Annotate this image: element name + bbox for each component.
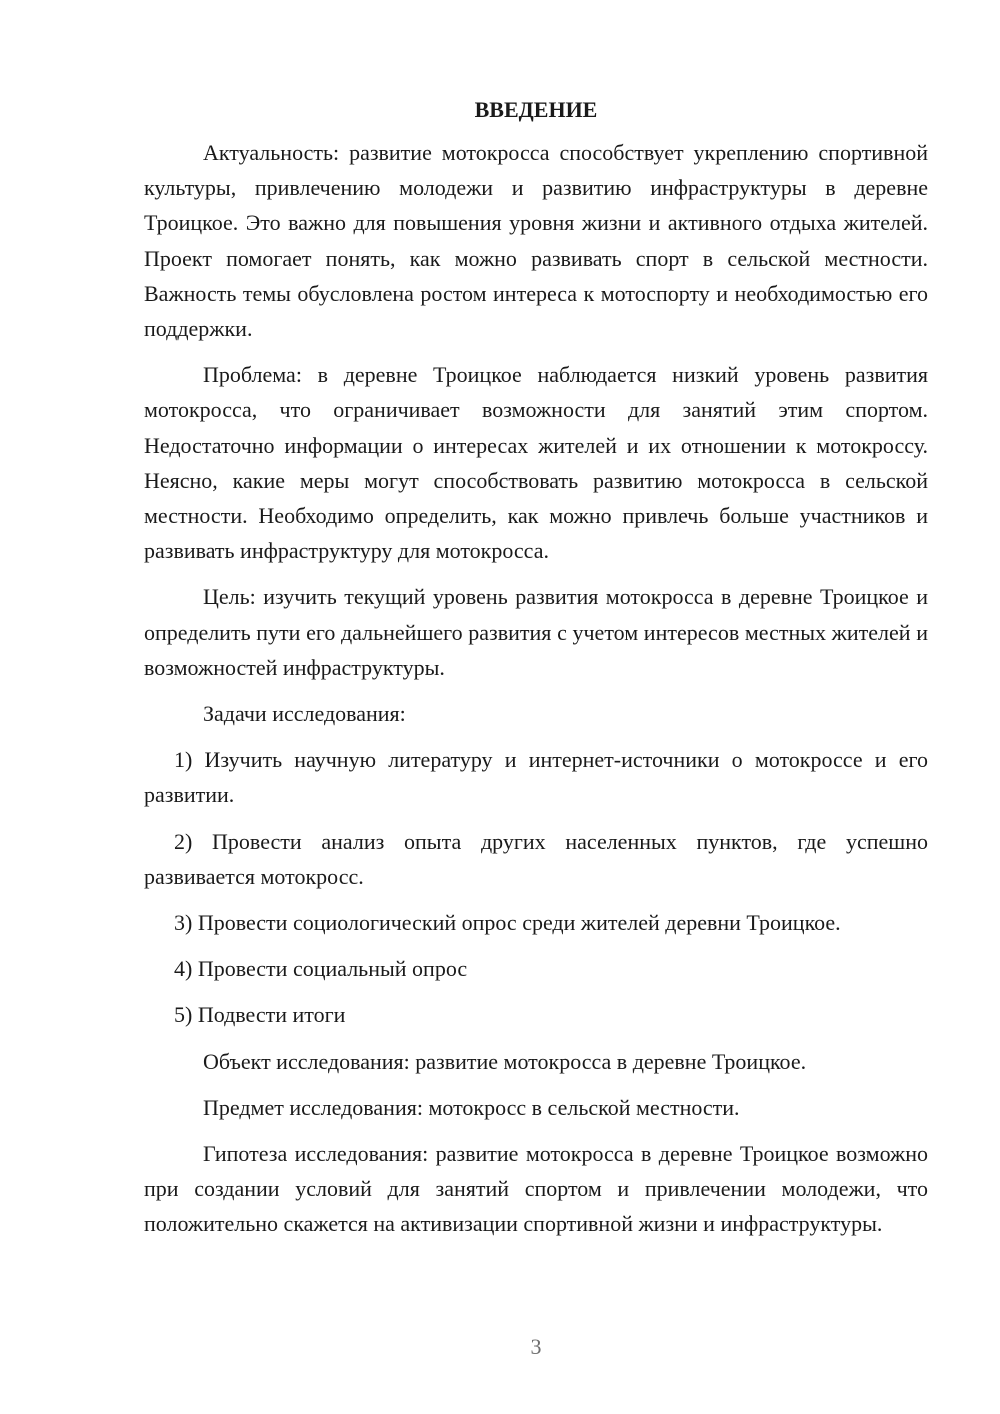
task-item-4: 4) Провести социальный опрос	[174, 956, 468, 982]
task-item-2: 2) Провести анализ опыта других населенных пунктов, где успешно развивается мотокросс.	[144, 828, 928, 889]
paragraph-hypothesis: Гипотеза исследования: развитие мотокросса в деревне Троицкое возможно при создании условий для занятий спортом и привлечении молодежи, что положительно скажется на активизации спортивной жизни и инфраструктуры.	[144, 1141, 928, 1237]
paragraph-goal: Цель: изучить текущий уровень развития мотокросса в деревне Троицкое и определить пути его дальнейшего развития с учетом интересов местных жителей и возможностей инфраструктуры.	[144, 584, 928, 680]
paragraph-subject: Предмет исследования: мотокросс в сельской местности.	[203, 1094, 740, 1120]
paragraph-relevance: Актуальность: развитие мотокросса способствует укреплению спортивной культуры, привлечению молодежи и развитию инфраструктуры в деревне Троицкое. Это важно для повышения уровня жизни и активного отдыха жителей. Проект помогает понять, как можно развивать спорт в сельской местности. Важность темы обусловлена ростом интереса к мотоспорту и необходимостью его поддержки.	[144, 140, 928, 342]
task-item-1: 1) Изучить научную литературу и интернет-источники о мотокроссе и его развитии.	[144, 747, 928, 808]
paragraph-problem: Проблема: в деревне Троицкое наблюдается низкий уровень развития мотокросса, что ограничивает возможности для занятий этим спортом. Недостаточно информации о интересах жителей и их отношении к мотокроссу. Неясно, какие меры могут способствовать развитию мотокросса в сельской местности. Необходимо определить, как можно привлечь больше участников и развивать инфраструктуру для мотокросса.	[144, 362, 928, 564]
tasks-heading: Задачи исследования:	[203, 701, 406, 727]
page-number: 3	[530, 1334, 542, 1359]
task-item-5: 5) Подвести итоги	[174, 1002, 346, 1028]
task-item-3: 3) Провести социологический опрос среди жителей деревни Троицкое.	[174, 910, 841, 936]
paragraph-object: Объект исследования: развитие мотокросса в деревне Троицкое.	[203, 1048, 807, 1074]
page-title: ВВЕДЕНИЕ	[474, 97, 598, 122]
document-page	[144, 92, 928, 1242]
